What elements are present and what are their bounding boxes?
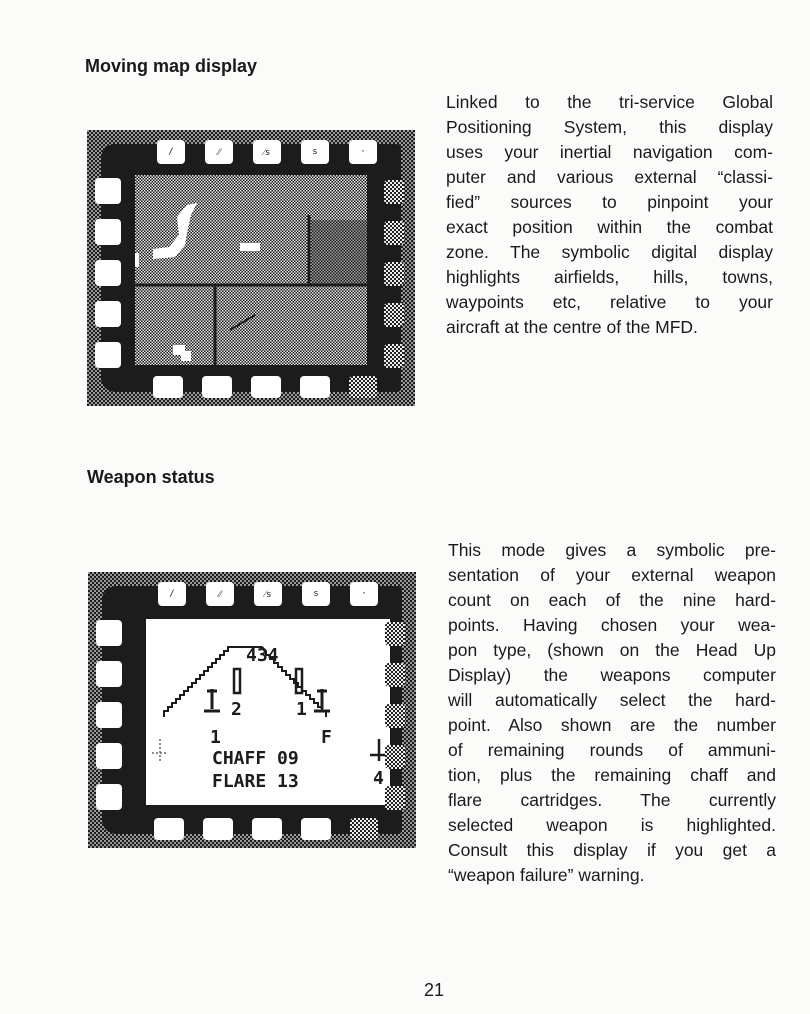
paragraph-line: puter and various external “classi- xyxy=(446,167,773,187)
mfd-bezel-button[interactable] xyxy=(385,704,405,728)
mfd-bezel-button[interactable] xyxy=(252,818,282,840)
paragraph-line: zone. The symbolic digital display xyxy=(446,242,773,262)
mfd-bezel-button[interactable]: ⁄s xyxy=(253,140,281,164)
paragraph-line: This mode gives a symbolic pre- xyxy=(448,540,776,560)
paragraph-line: Consult this display if you get a xyxy=(448,840,776,860)
mfd-bezel-button[interactable] xyxy=(95,219,121,245)
weapon-status-screen xyxy=(146,619,390,805)
paragraph-line: selected weapon is highlighted. xyxy=(448,815,776,835)
missile-icon xyxy=(204,689,220,711)
weapon-status-mfd-figure xyxy=(88,572,416,848)
mfd-bezel-button[interactable] xyxy=(96,743,122,769)
mfd-bezel-button[interactable]: s xyxy=(301,140,329,164)
mfd-bezel-button[interactable] xyxy=(96,784,122,810)
paragraph-line: points. Having chosen your wea- xyxy=(448,615,776,635)
mfd-bezel-button[interactable] xyxy=(95,301,121,327)
mfd-bezel-button[interactable]: ⁄⁄ xyxy=(205,140,233,164)
paragraph-line: sentation of your external weapon xyxy=(448,565,776,585)
mfd-bezel-button[interactable] xyxy=(384,344,404,368)
mfd-bezel-button[interactable] xyxy=(384,221,404,245)
paragraph-line: of remaining rounds of ammuni- xyxy=(448,740,776,760)
mfd-bezel-button[interactable] xyxy=(385,786,405,810)
chaff-count: CHAFF 09 xyxy=(212,748,299,769)
hardpoint-count: 4 xyxy=(373,768,384,789)
mfd-bezel-button[interactable] xyxy=(384,303,404,327)
paragraph-line: Linked to the tri-service Global xyxy=(446,92,773,112)
mfd-bezel-button[interactable]: / xyxy=(157,140,185,164)
map-town-block xyxy=(311,220,367,285)
mfd-bezel-button[interactable] xyxy=(202,376,232,398)
paragraph-line: flare cartridges. The currently xyxy=(448,790,776,810)
paragraph-line: fied” sources to pinpoint your xyxy=(446,192,773,212)
map-river-icon xyxy=(153,203,197,259)
hardpoint-count: 1 xyxy=(210,727,221,748)
page-number: 21 xyxy=(424,980,445,1000)
paragraph-line: aircraft at the centre of the MFD. xyxy=(446,317,698,337)
ammo-count: 434 xyxy=(246,645,279,666)
hardpoint-count: F xyxy=(321,727,332,748)
mfd-bezel-button[interactable] xyxy=(95,178,121,204)
mfd-bezel-button[interactable] xyxy=(251,376,281,398)
mfd-bezel-button[interactable]: ⁄s xyxy=(254,582,282,606)
mfd-bezel-button[interactable] xyxy=(349,376,377,398)
paragraph-line: pon type, (shown on the Head Up xyxy=(448,640,776,660)
hardpoint-count: 1 xyxy=(296,699,307,720)
mfd-bezel-button[interactable] xyxy=(95,342,121,368)
mfd-bezel-button[interactable] xyxy=(153,376,183,398)
paragraph-line: exact position within the combat xyxy=(446,217,773,237)
moving-map-description xyxy=(446,90,773,340)
mfd-bezel-button[interactable]: / xyxy=(158,582,186,606)
aircraft-icon xyxy=(230,315,255,330)
mfd-bezel-button[interactable] xyxy=(203,818,233,840)
section-heading-moving-map: Moving map display xyxy=(85,56,258,76)
paragraph-line: Positioning System, this display xyxy=(446,117,773,137)
mfd-bezel-button[interactable] xyxy=(350,818,378,840)
moving-map-screen xyxy=(135,175,367,365)
flare-count: FLARE 13 xyxy=(212,771,299,792)
paragraph-line: point. Also shown are the number xyxy=(448,715,776,735)
paragraph-line: uses your inertial navigation com- xyxy=(446,142,773,162)
paragraph-line: “weapon failure” warning. xyxy=(448,865,645,885)
mfd-bezel-button[interactable] xyxy=(385,622,405,646)
mfd-bezel-button[interactable] xyxy=(384,262,404,286)
map-airfield-icon xyxy=(240,243,260,251)
hardpoint-empty-icon xyxy=(234,669,240,693)
hardpoint-empty-icon xyxy=(296,669,302,693)
mfd-bezel-button[interactable] xyxy=(96,661,122,687)
paragraph-line: Display) the weapons computer xyxy=(448,665,776,685)
bomb-icon xyxy=(152,739,168,761)
mfd-bezel-button[interactable] xyxy=(384,180,404,204)
mfd-bezel-button[interactable] xyxy=(385,745,405,769)
mfd-bezel-button[interactable] xyxy=(301,818,331,840)
paragraph-line: highlights airfields, hills, towns, xyxy=(446,267,773,287)
weapon-status-description xyxy=(448,538,776,888)
paragraph-line: will automatically select the hard- xyxy=(448,690,776,710)
missile-icon xyxy=(314,689,330,711)
mfd-bezel-button[interactable] xyxy=(96,702,122,728)
hardpoint-count: 2 xyxy=(231,699,242,720)
paragraph-line: waypoints etc, relative to your xyxy=(446,292,773,312)
mfd-bezel-button[interactable]: s xyxy=(302,582,330,606)
paragraph-line: tion, plus the remaining chaff and xyxy=(448,765,776,785)
mfd-bezel-button[interactable]: · xyxy=(350,582,378,606)
mfd-bezel-button[interactable] xyxy=(385,663,405,687)
moving-map-mfd-figure xyxy=(87,130,415,406)
section-heading-weapon-status: Weapon status xyxy=(87,467,215,487)
mfd-bezel-button[interactable] xyxy=(300,376,330,398)
mfd-bezel-button[interactable] xyxy=(154,818,184,840)
mfd-bezel-button[interactable]: ⁄⁄ xyxy=(206,582,234,606)
map-hill-icon xyxy=(173,345,191,361)
mfd-bezel-button[interactable]: · xyxy=(349,140,377,164)
mfd-bezel-button[interactable] xyxy=(95,260,121,286)
mfd-bezel-button[interactable] xyxy=(96,620,122,646)
paragraph-line: count on each of the nine hard- xyxy=(448,590,776,610)
